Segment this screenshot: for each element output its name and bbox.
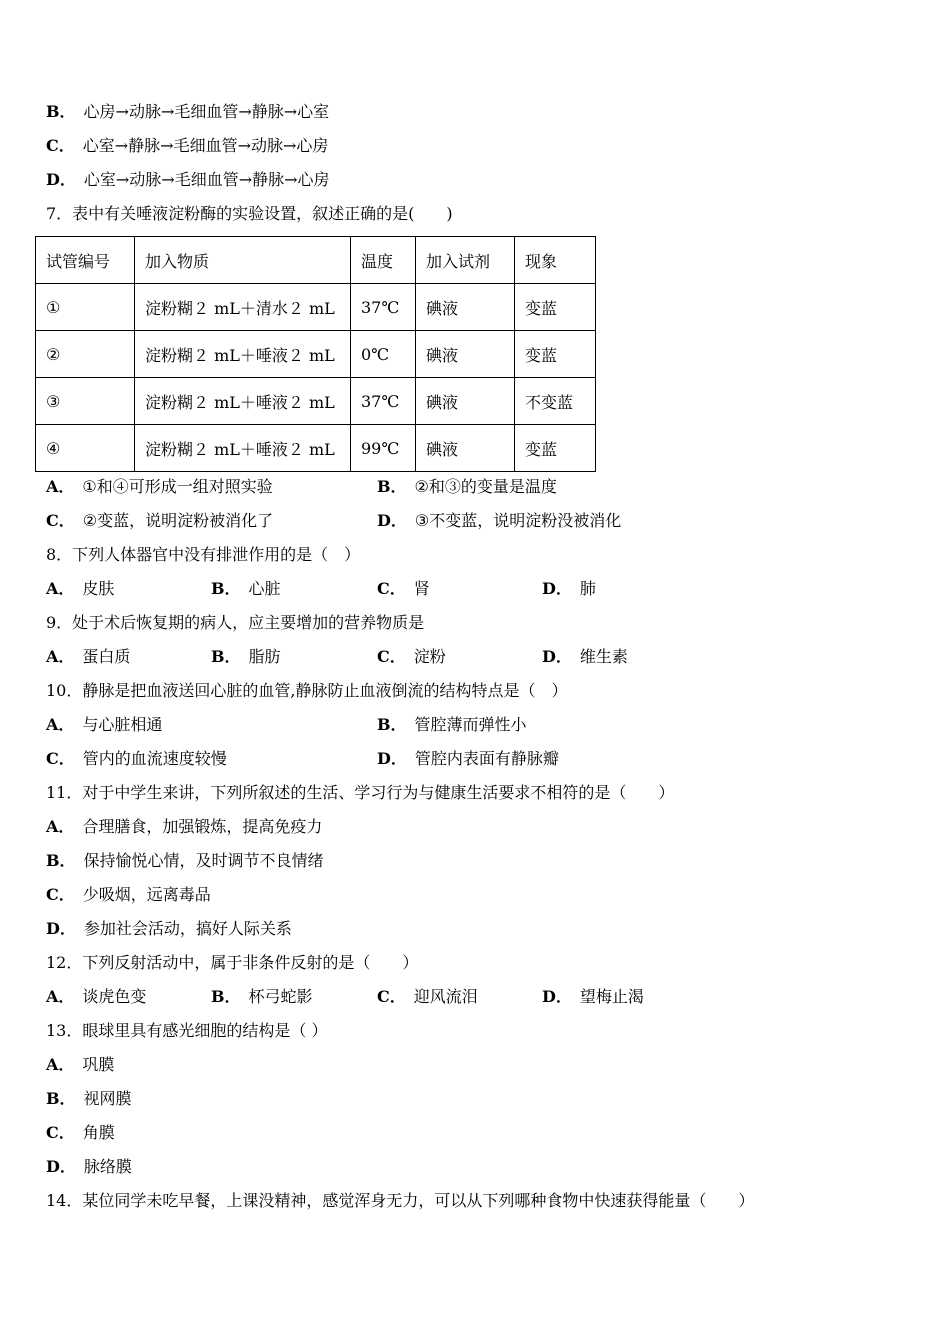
table-cell: 37℃ xyxy=(351,378,416,425)
table-header-cell: 温度 xyxy=(351,237,416,284)
q11-option-d: D． 参加社会活动，搞好人际关系 xyxy=(46,919,292,938)
q6-option-d: D． 心室→动脉→毛细血管→静脉→心房 xyxy=(46,170,330,189)
experiment-table xyxy=(35,236,596,472)
table-cell: 淀粉糊２ mL＋唾液２ mL xyxy=(135,378,351,425)
q8-option-c: C． 肾 xyxy=(377,579,430,598)
q14-stem: 14．某位同学未吃早餐，上课没精神，感觉浑身无力，可以从下列哪种食物中快速获得能量（ ） xyxy=(46,1191,755,1210)
table-cell: 碘液 xyxy=(416,425,515,472)
table-cell: 37℃ xyxy=(351,284,416,331)
q7-option-d: D． ③不变蓝，说明淀粉没被消化 xyxy=(377,511,622,530)
table-cell: 碘液 xyxy=(416,284,515,331)
q13-stem: 13．眼球里具有感光细胞的结构是（ ） xyxy=(46,1021,328,1040)
table-cell: 碘液 xyxy=(416,378,515,425)
q8-option-d: D． 肺 xyxy=(542,579,596,598)
q13-option-d: D． 脉络膜 xyxy=(46,1157,132,1176)
table-header-cell: 加入物质 xyxy=(135,237,351,284)
table-cell: ③ xyxy=(36,378,135,425)
table-cell: 不变蓝 xyxy=(515,378,596,425)
q7-option-c: C． ②变蓝，说明淀粉被消化了 xyxy=(46,511,274,530)
q8-option-b: B． 心脏 xyxy=(211,579,281,598)
q8-stem: 8．下列人体器官中没有排泄作用的是（ ） xyxy=(46,545,361,564)
q10-option-d: D． 管腔内表面有静脉瓣 xyxy=(377,749,559,768)
q12-option-c: C． 迎风流泪 xyxy=(377,987,478,1006)
table-row xyxy=(36,378,596,425)
table-cell: ④ xyxy=(36,425,135,472)
q11-option-a: A． 合理膳食，加强锻炼，提高免疫力 xyxy=(46,817,323,836)
q9-option-d: D． 维生素 xyxy=(542,647,628,666)
table-header-cell: 加入试剂 xyxy=(416,237,515,284)
table-cell: 变蓝 xyxy=(515,331,596,378)
q11-stem: 11．对于中学生来讲，下列所叙述的生活、学习行为与健康生活要求不相符的是（ ） xyxy=(46,783,675,802)
table-cell: 变蓝 xyxy=(515,284,596,331)
q9-option-b: B． 脂肪 xyxy=(211,647,281,666)
q11-option-b: B． 保持愉悦心情，及时调节不良情绪 xyxy=(46,851,324,870)
table-cell: 淀粉糊２ mL＋唾液２ mL xyxy=(135,425,351,472)
q6-option-c: C． 心室→静脉→毛细血管→动脉→心房 xyxy=(46,136,329,155)
q7-option-a: A． ①和④可形成一组对照实验 xyxy=(46,477,273,496)
q6-option-b: B． 心房→动脉→毛细血管→静脉→心室 xyxy=(46,102,330,121)
q13-option-b: B． 视网膜 xyxy=(46,1089,132,1108)
q10-option-b: B． 管腔薄而弹性小 xyxy=(377,715,527,734)
q13-option-a: A． 巩膜 xyxy=(46,1055,115,1074)
table-cell: 淀粉糊２ mL＋唾液２ mL xyxy=(135,331,351,378)
table-header-cell: 试管编号 xyxy=(36,237,135,284)
q11-option-c: C． 少吸烟，远离毒品 xyxy=(46,885,211,904)
table-cell: ② xyxy=(36,331,135,378)
table-header-cell: 现象 xyxy=(515,237,596,284)
table-cell: ① xyxy=(36,284,135,331)
table-cell: 变蓝 xyxy=(515,425,596,472)
q13-option-c: C． 角膜 xyxy=(46,1123,115,1142)
q12-option-b: B． 杯弓蛇影 xyxy=(211,987,313,1006)
q9-stem: 9．处于术后恢复期的病人，应主要增加的营养物质是 xyxy=(46,613,425,632)
table-cell: 淀粉糊２ mL＋清水２ mL xyxy=(135,284,351,331)
table-cell: 碘液 xyxy=(416,331,515,378)
q7-option-b: B． ②和③的变量是温度 xyxy=(377,477,557,496)
table-header-row xyxy=(36,237,596,284)
q12-option-d: D． 望梅止渴 xyxy=(542,987,644,1006)
q10-stem: 10．静脉是把血液送回心脏的血管,静脉防止血液倒流的结构特点是（ ） xyxy=(46,681,568,700)
q12-stem: 12．下列反射活动中，属于非条件反射的是（ ） xyxy=(46,953,419,972)
table-row xyxy=(36,284,596,331)
q10-option-a: A． 与心脏相通 xyxy=(46,715,163,734)
q10-option-c: C． 管内的血流速度较慢 xyxy=(46,749,227,768)
table-row xyxy=(36,425,596,472)
table-row xyxy=(36,331,596,378)
q9-option-c: C． 淀粉 xyxy=(377,647,446,666)
table-cell: 0℃ xyxy=(351,331,416,378)
q8-option-a: A． 皮肤 xyxy=(46,579,115,598)
q12-option-a: A． 谈虎色变 xyxy=(46,987,147,1006)
q9-option-a: A． 蛋白质 xyxy=(46,647,131,666)
q7-stem: 7．表中有关唾液淀粉酶的实验设置，叙述正确的是( ) xyxy=(46,204,453,223)
table-cell: 99℃ xyxy=(351,425,416,472)
